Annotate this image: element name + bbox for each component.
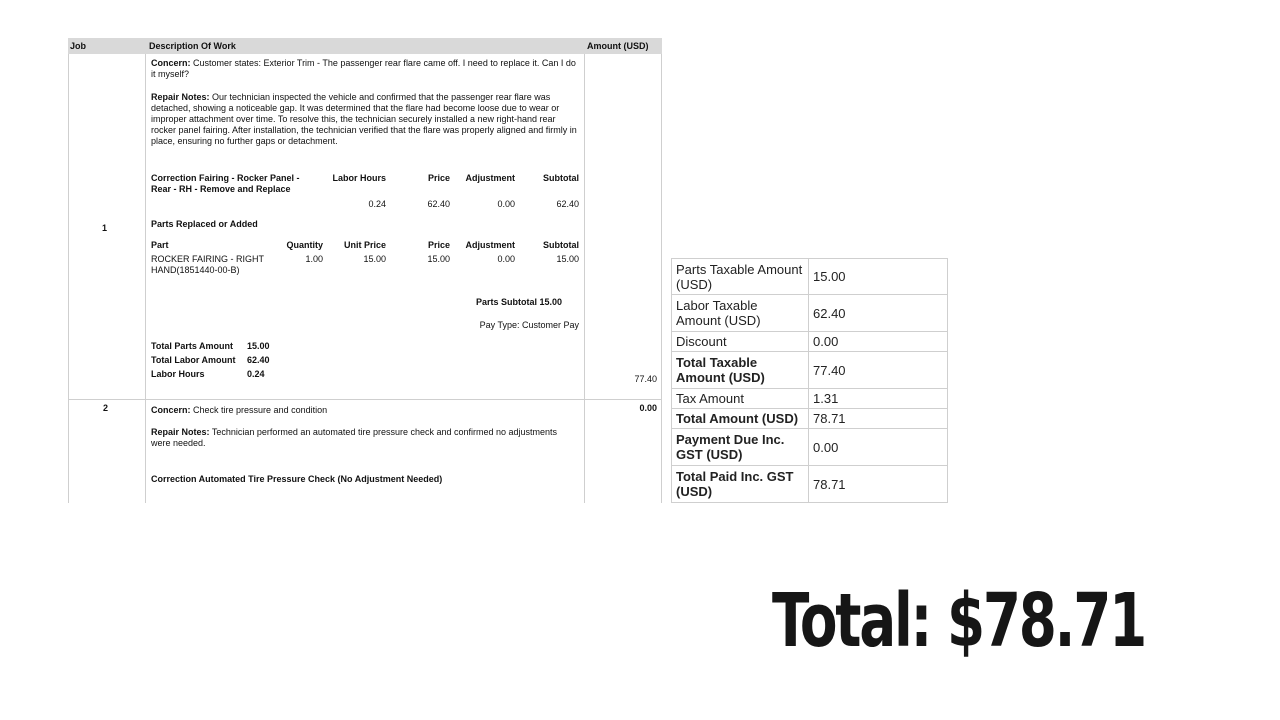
parts-subtotal: Parts Subtotal 15.00 bbox=[475, 297, 562, 307]
header-job: Job bbox=[70, 41, 87, 51]
summary-label: Parts Taxable Amount (USD) bbox=[672, 259, 809, 295]
invoice-header-row bbox=[68, 38, 662, 54]
correction-title: Correction Fairing - Rocker Panel - Rear - RH - Remove and Replace bbox=[151, 173, 300, 194]
labor-adjustment-header: Adjustment bbox=[465, 173, 515, 183]
summary-label: Total Paid Inc. GST (USD) bbox=[672, 466, 809, 503]
job-amount: 0.00 bbox=[639, 403, 657, 413]
summary-value: 62.40 bbox=[809, 295, 948, 332]
labor-price-value: 62.40 bbox=[427, 199, 450, 209]
summary-label: Total Taxable Amount (USD) bbox=[672, 352, 809, 389]
concern-text: Concern: Customer states: Exterior Trim - The passenger rear flare came off. I need to replace it. Can I do it myself? bbox=[151, 58, 576, 79]
total-parts-label: Total Parts Amount bbox=[151, 341, 234, 351]
job-number: 1 bbox=[102, 223, 108, 233]
parts-adjustment-header: Adjustment bbox=[465, 240, 515, 250]
labor-hours-label: Labor Hours bbox=[151, 369, 205, 379]
summary-row bbox=[672, 352, 948, 389]
part-quantity: 1.00 bbox=[305, 254, 323, 264]
summary-label: Payment Due Inc. GST (USD) bbox=[672, 429, 809, 466]
parts-price-header: Price bbox=[427, 240, 450, 250]
repair-notes: Repair Notes: Our technician inspected the vehicle and confirmed that the passenger rear flare was detached, showing a noticeable gap. It was determined that the flare had become loose due to wear or improper attachment over time. To resolve this, the technician securely installed a new right-hand rear rocker panel fairing. After installation, the technician verified that the flare was properly aligned and firmly in place, ensuring no further gaps or detachment. bbox=[151, 92, 577, 146]
job-number: 2 bbox=[103, 403, 109, 413]
row-divider bbox=[68, 399, 662, 400]
summary-row bbox=[672, 409, 948, 429]
labor-subtotal-header: Subtotal bbox=[543, 173, 579, 183]
repair-notes: Repair Notes: Technician performed an automated tire pressure check and confirmed no adjustments were needed. bbox=[151, 427, 558, 448]
summary-row bbox=[672, 259, 948, 295]
part-unit-price: 15.00 bbox=[363, 254, 386, 264]
summary-row bbox=[672, 332, 948, 352]
part-name: ROCKER FAIRING - RIGHT HAND(1851440-00-B) bbox=[151, 254, 264, 275]
parts-subtotal-header: Subtotal bbox=[543, 240, 579, 250]
labor-hours-header: Labor Hours bbox=[332, 173, 386, 183]
parts-quantity-header: Quantity bbox=[286, 240, 323, 250]
grid-line bbox=[584, 54, 585, 503]
header-amount: Amount (USD) bbox=[587, 41, 649, 51]
concern-text: Concern: Check tire pressure and condition bbox=[151, 405, 328, 415]
labor-hours-total: 0.24 bbox=[247, 369, 265, 379]
summary-label: Labor Taxable Amount (USD) bbox=[672, 295, 809, 332]
parts-section-title: Parts Replaced or Added bbox=[151, 219, 258, 229]
job-amount: 77.40 bbox=[634, 374, 657, 384]
summary-value: 77.40 bbox=[809, 352, 948, 389]
summary-row bbox=[672, 389, 948, 409]
labor-adjustment-value: 0.00 bbox=[497, 199, 515, 209]
summary-row bbox=[672, 295, 948, 332]
labor-hours-value: 0.24 bbox=[368, 199, 386, 209]
header-description: Description Of Work bbox=[149, 41, 236, 51]
summary-value: 0.00 bbox=[809, 429, 948, 466]
summary-label: Tax Amount bbox=[672, 389, 809, 409]
total-labor-label: Total Labor Amount bbox=[151, 355, 236, 365]
grid-line bbox=[145, 54, 146, 503]
part-subtotal: 15.00 bbox=[556, 254, 579, 264]
part-adjustment: 0.00 bbox=[497, 254, 515, 264]
pay-type: Pay Type: Customer Pay bbox=[479, 320, 579, 330]
summary-value: 15.00 bbox=[809, 259, 948, 295]
labor-subtotal-value: 62.40 bbox=[556, 199, 579, 209]
correction-title: Correction Automated Tire Pressure Check (No Adjustment Needed) bbox=[151, 474, 443, 484]
parts-unit-price-header: Unit Price bbox=[343, 240, 386, 250]
summary-label: Total Amount (USD) bbox=[672, 409, 809, 429]
summary-value: 0.00 bbox=[809, 332, 948, 352]
labor-price-header: Price bbox=[427, 173, 450, 183]
summary-value: 78.71 bbox=[809, 409, 948, 429]
summary-row bbox=[672, 429, 948, 466]
summary-value: 1.31 bbox=[809, 389, 948, 409]
invoice-table bbox=[68, 38, 662, 503]
grid-line bbox=[68, 54, 69, 503]
total-headline: Total: $78.71 bbox=[772, 578, 1146, 664]
summary-table bbox=[671, 258, 948, 503]
total-parts-value: 15.00 bbox=[247, 341, 270, 351]
total-labor-value: 62.40 bbox=[247, 355, 270, 365]
summary-value: 78.71 bbox=[809, 466, 948, 503]
summary-label: Discount bbox=[672, 332, 809, 352]
parts-part-header: Part bbox=[151, 240, 169, 250]
summary-row bbox=[672, 466, 948, 503]
part-price: 15.00 bbox=[427, 254, 450, 264]
grid-line bbox=[661, 54, 662, 503]
